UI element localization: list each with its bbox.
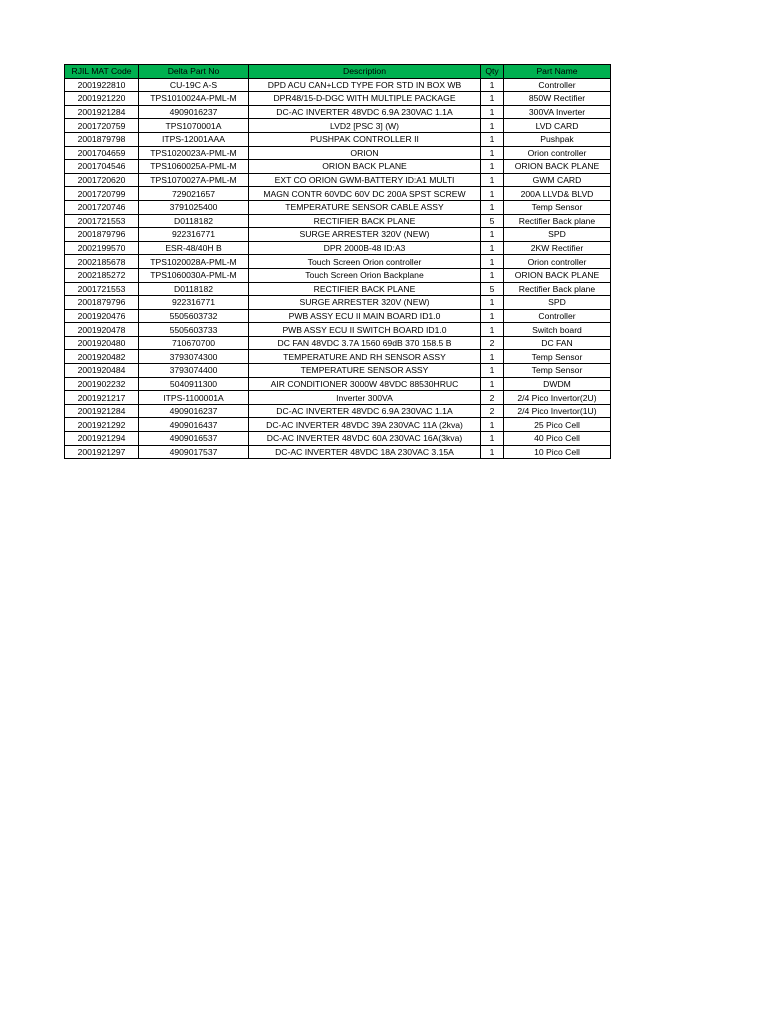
description-cell: Touch Screen Orion controller — [249, 255, 481, 269]
rjil-mat-code-cell: 2001921284 — [65, 105, 139, 119]
part-name-cell: Pushpak — [504, 132, 611, 146]
delta-part-no-cell: 3791025400 — [139, 200, 249, 214]
part-name-cell: Switch board — [504, 323, 611, 337]
qty-cell: 2 — [481, 336, 504, 350]
qty-cell: 1 — [481, 255, 504, 269]
qty-cell: 1 — [481, 173, 504, 187]
delta-part-no-cell: ITPS-12001AAA — [139, 132, 249, 146]
part-name-cell: GWM CARD — [504, 173, 611, 187]
table-row — [65, 160, 611, 174]
delta-part-no-cell: 922316771 — [139, 228, 249, 242]
table-row — [65, 173, 611, 187]
delta-part-no-cell: 5040911300 — [139, 377, 249, 391]
qty-cell: 1 — [481, 323, 504, 337]
delta-part-no-cell: 4909017537 — [139, 445, 249, 459]
delta-part-no-cell: 4909016537 — [139, 432, 249, 446]
rjil-mat-code-cell: 2002199570 — [65, 241, 139, 255]
rjil-mat-code-cell: 2001879798 — [65, 132, 139, 146]
delta-part-no-cell: TPS1060025A-PML-M — [139, 160, 249, 174]
delta-part-no-cell: 922316771 — [139, 296, 249, 310]
part-name-cell: Controller — [504, 78, 611, 92]
qty-cell: 1 — [481, 268, 504, 282]
table-row — [65, 255, 611, 269]
description-cell: SURGE ARRESTER 320V (NEW) — [249, 228, 481, 242]
part-name-cell: Rectifier Back plane — [504, 282, 611, 296]
rjil-mat-code-cell: 2001921294 — [65, 432, 139, 446]
table-row — [65, 146, 611, 160]
delta-part-no-cell: ITPS-1100001A — [139, 391, 249, 405]
table-row — [65, 214, 611, 228]
description-cell: MAGN CONTR 60VDC 60V DC 200A SPST SCREW — [249, 187, 481, 201]
table-row — [65, 78, 611, 92]
rjil-mat-code-cell: 2001921217 — [65, 391, 139, 405]
description-cell: TEMPERATURE SENSOR CABLE ASSY — [249, 200, 481, 214]
part-name-cell: ORION BACK PLANE — [504, 160, 611, 174]
description-cell: SURGE ARRESTER 320V (NEW) — [249, 296, 481, 310]
description-cell: TEMPERATURE SENSOR ASSY — [249, 364, 481, 378]
part-name-cell: Orion controller — [504, 146, 611, 160]
qty-cell: 1 — [481, 160, 504, 174]
delta-part-no-cell: 5505603733 — [139, 323, 249, 337]
delta-part-no-cell: TPS1060030A-PML-M — [139, 268, 249, 282]
description-cell: DPR 2000B-48 ID:A3 — [249, 241, 481, 255]
table-body — [65, 78, 611, 459]
part-name-cell: Temp Sensor — [504, 200, 611, 214]
part-name-cell: Orion controller — [504, 255, 611, 269]
table-row — [65, 132, 611, 146]
description-cell: PWB ASSY ECU II MAIN BOARD ID1.0 — [249, 309, 481, 323]
rjil-mat-code-cell: 2001920482 — [65, 350, 139, 364]
delta-part-no-cell: 710670700 — [139, 336, 249, 350]
rjil-mat-code-cell: 2001921220 — [65, 92, 139, 106]
qty-cell: 1 — [481, 146, 504, 160]
table-row — [65, 282, 611, 296]
table-row — [65, 268, 611, 282]
delta-part-no-cell: TPS1020028A-PML-M — [139, 255, 249, 269]
delta-part-no-cell: D0118182 — [139, 214, 249, 228]
qty-cell: 1 — [481, 364, 504, 378]
header-qty: Qty — [481, 65, 504, 79]
description-cell: EXT CO ORION GWM-BATTERY ID:A1 MULTI — [249, 173, 481, 187]
part-name-cell: SPD — [504, 228, 611, 242]
rjil-mat-code-cell: 2001704659 — [65, 146, 139, 160]
qty-cell: 1 — [481, 309, 504, 323]
part-name-cell: SPD — [504, 296, 611, 310]
delta-part-no-cell: ESR-48/40H B — [139, 241, 249, 255]
table-row — [65, 241, 611, 255]
rjil-mat-code-cell: 2001879796 — [65, 296, 139, 310]
qty-cell: 1 — [481, 445, 504, 459]
qty-cell: 1 — [481, 432, 504, 446]
rjil-mat-code-cell: 2001921284 — [65, 404, 139, 418]
rjil-mat-code-cell: 2001902232 — [65, 377, 139, 391]
table-row — [65, 296, 611, 310]
rjil-mat-code-cell: 2001920476 — [65, 309, 139, 323]
description-cell: RECTIFIER BACK PLANE — [249, 282, 481, 296]
rjil-mat-code-cell: 2001921297 — [65, 445, 139, 459]
rjil-mat-code-cell: 2001720620 — [65, 173, 139, 187]
part-name-cell: Rectifier Back plane — [504, 214, 611, 228]
rjil-mat-code-cell: 2001920478 — [65, 323, 139, 337]
qty-cell: 1 — [481, 92, 504, 106]
table-row — [65, 391, 611, 405]
rjil-mat-code-cell: 2001721553 — [65, 282, 139, 296]
table-row — [65, 92, 611, 106]
qty-cell: 1 — [481, 377, 504, 391]
description-cell: DC-AC INVERTER 48VDC 39A 230VAC 11A (2kva) — [249, 418, 481, 432]
qty-cell: 5 — [481, 282, 504, 296]
rjil-mat-code-cell: 2002185272 — [65, 268, 139, 282]
qty-cell: 1 — [481, 132, 504, 146]
description-cell: TEMPERATURE AND RH SENSOR ASSY — [249, 350, 481, 364]
table-row — [65, 187, 611, 201]
rjil-mat-code-cell: 2001921292 — [65, 418, 139, 432]
qty-cell: 1 — [481, 78, 504, 92]
qty-cell: 2 — [481, 391, 504, 405]
table-row — [65, 418, 611, 432]
part-name-cell: 25 Pico Cell — [504, 418, 611, 432]
part-name-cell: Temp Sensor — [504, 364, 611, 378]
rjil-mat-code-cell: 2002185678 — [65, 255, 139, 269]
table-row — [65, 377, 611, 391]
part-name-cell: 850W Rectifier — [504, 92, 611, 106]
part-name-cell: DWDM — [504, 377, 611, 391]
rjil-mat-code-cell: 2001879796 — [65, 228, 139, 242]
description-cell: Touch Screen Orion Backplane — [249, 268, 481, 282]
table-row — [65, 404, 611, 418]
delta-part-no-cell: TPS1020023A-PML-M — [139, 146, 249, 160]
part-name-cell: Temp Sensor — [504, 350, 611, 364]
delta-part-no-cell: TPS1070001A — [139, 119, 249, 133]
header-part-name: Part Name — [504, 65, 611, 79]
part-name-cell: LVD CARD — [504, 119, 611, 133]
rjil-mat-code-cell: 2001720799 — [65, 187, 139, 201]
description-cell: DC-AC INVERTER 48VDC 6.9A 230VAC 1.1A — [249, 404, 481, 418]
part-name-cell: 2KW Rectifier — [504, 241, 611, 255]
table-row — [65, 323, 611, 337]
rjil-mat-code-cell: 2001721553 — [65, 214, 139, 228]
table-row — [65, 336, 611, 350]
delta-part-no-cell: CU-19C A-S — [139, 78, 249, 92]
qty-cell: 1 — [481, 105, 504, 119]
qty-cell: 1 — [481, 296, 504, 310]
delta-part-no-cell: TPS1070027A-PML-M — [139, 173, 249, 187]
header-rjil-mat-code: RJIL MAT Code — [65, 65, 139, 79]
part-name-cell: 10 Pico Cell — [504, 445, 611, 459]
header-row — [65, 65, 611, 79]
rjil-mat-code-cell: 2001704546 — [65, 160, 139, 174]
table-row — [65, 309, 611, 323]
description-cell: PWB ASSY ECU II SWITCH BOARD ID1.0 — [249, 323, 481, 337]
description-cell: Inverter 300VA — [249, 391, 481, 405]
table-row — [65, 105, 611, 119]
delta-part-no-cell: 4909016237 — [139, 105, 249, 119]
rjil-mat-code-cell: 2001922810 — [65, 78, 139, 92]
part-name-cell: Controller — [504, 309, 611, 323]
description-cell: DC-AC INVERTER 48VDC 60A 230VAC 16A(3kva) — [249, 432, 481, 446]
description-cell: AIR CONDITIONER 3000W 48VDC 88530HRUC — [249, 377, 481, 391]
rjil-mat-code-cell: 2001920480 — [65, 336, 139, 350]
rjil-mat-code-cell: 2001720759 — [65, 119, 139, 133]
header-delta-part-no: Delta Part No — [139, 65, 249, 79]
description-cell: DC FAN 48VDC 3.7A 1560 69dB 370 158.5 B — [249, 336, 481, 350]
delta-part-no-cell: 5505603732 — [139, 309, 249, 323]
description-cell: DPR48/15-D-DGC WITH MULTIPLE PACKAGE — [249, 92, 481, 106]
description-cell: ORION BACK PLANE — [249, 160, 481, 174]
delta-part-no-cell: D0118182 — [139, 282, 249, 296]
table-row — [65, 364, 611, 378]
table-row — [65, 432, 611, 446]
part-name-cell: DC FAN — [504, 336, 611, 350]
qty-cell: 1 — [481, 119, 504, 133]
description-cell: DPD ACU CAN+LCD TYPE FOR STD IN BOX WB — [249, 78, 481, 92]
qty-cell: 1 — [481, 187, 504, 201]
part-name-cell: 300VA Inverter — [504, 105, 611, 119]
part-name-cell: 40 Pico Cell — [504, 432, 611, 446]
qty-cell: 1 — [481, 228, 504, 242]
delta-part-no-cell: 4909016437 — [139, 418, 249, 432]
description-cell: DC-AC INVERTER 48VDC 18A 230VAC 3.15A — [249, 445, 481, 459]
rjil-mat-code-cell: 2001720746 — [65, 200, 139, 214]
qty-cell: 5 — [481, 214, 504, 228]
delta-part-no-cell: 3793074300 — [139, 350, 249, 364]
qty-cell: 1 — [481, 418, 504, 432]
description-cell: RECTIFIER BACK PLANE — [249, 214, 481, 228]
header-description: Description — [249, 65, 481, 79]
description-cell: ORION — [249, 146, 481, 160]
part-name-cell: 2/4 Pico Invertor(1U) — [504, 404, 611, 418]
description-cell: LVD2 [PSC 3] (W) — [249, 119, 481, 133]
rjil-mat-code-cell: 2001920484 — [65, 364, 139, 378]
qty-cell: 2 — [481, 404, 504, 418]
table-row — [65, 228, 611, 242]
table-row — [65, 200, 611, 214]
part-name-cell: 2/4 Pico Invertor(2U) — [504, 391, 611, 405]
description-cell: DC-AC INVERTER 48VDC 6.9A 230VAC 1.1A — [249, 105, 481, 119]
part-name-cell: ORION BACK PLANE — [504, 268, 611, 282]
qty-cell: 1 — [481, 350, 504, 364]
delta-part-no-cell: 729021657 — [139, 187, 249, 201]
parts-table — [64, 64, 611, 459]
table-row — [65, 119, 611, 133]
delta-part-no-cell: TPS1010024A-PML-M — [139, 92, 249, 106]
table-row — [65, 350, 611, 364]
delta-part-no-cell: 3793074400 — [139, 364, 249, 378]
table-row — [65, 445, 611, 459]
qty-cell: 1 — [481, 200, 504, 214]
part-name-cell: 200A LLVD& BLVD — [504, 187, 611, 201]
description-cell: PUSHPAK CONTROLLER II — [249, 132, 481, 146]
qty-cell: 1 — [481, 241, 504, 255]
delta-part-no-cell: 4909016237 — [139, 404, 249, 418]
